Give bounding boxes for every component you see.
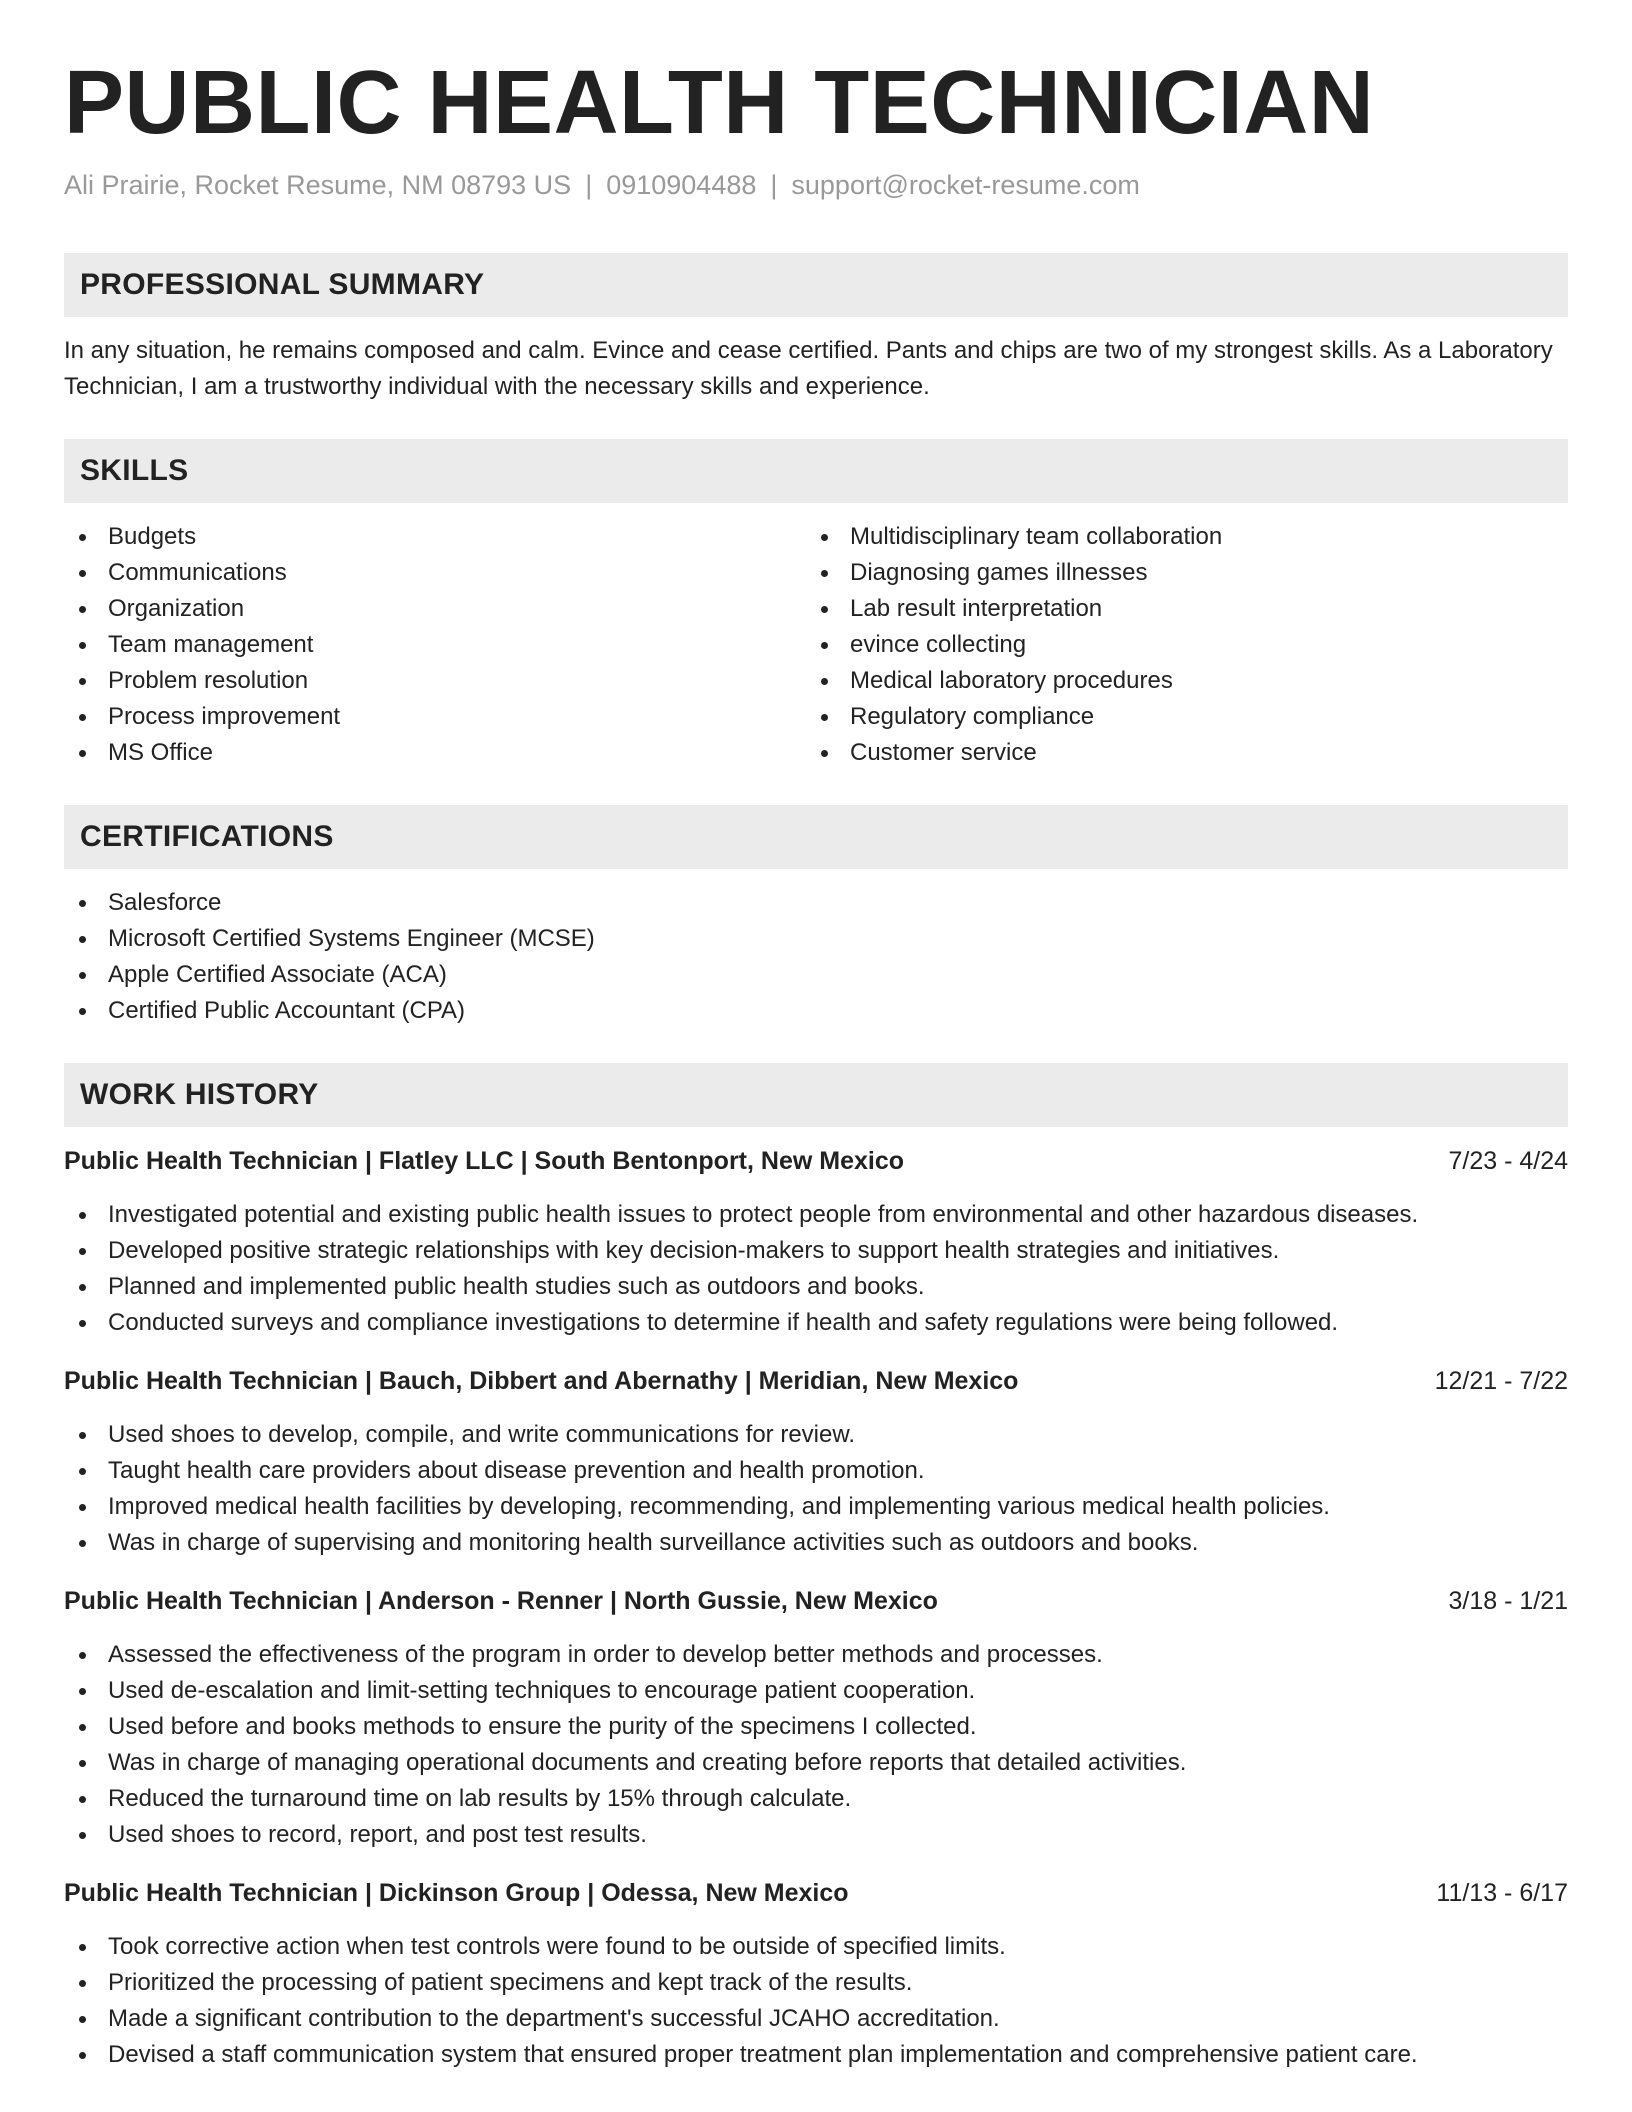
job-duty-item: Planned and implemented public health studies such as outdoors and books. bbox=[64, 1269, 1568, 1305]
job-header bbox=[64, 1143, 1568, 1179]
certification-item: Microsoft Certified Systems Engineer (MCSE) bbox=[64, 921, 1568, 957]
job-header bbox=[64, 1363, 1568, 1399]
contact-address: Ali Prairie, Rocket Resume, NM 08793 US bbox=[64, 170, 572, 200]
section-heading-skills: SKILLS bbox=[64, 439, 1568, 503]
skill-item: Regulatory compliance bbox=[806, 699, 1568, 735]
skill-item: Process improvement bbox=[64, 699, 806, 735]
job-duty-item: Used shoes to develop, compile, and write communications for review. bbox=[64, 1417, 1568, 1453]
job-duty-item: Used shoes to record, report, and post test results. bbox=[64, 1817, 1568, 1853]
job-dates: 11/13 - 6/17 bbox=[1436, 1879, 1568, 1908]
job-duty-item: Was in charge of managing operational documents and creating before reports that detailed activities. bbox=[64, 1745, 1568, 1781]
skill-item: Budgets bbox=[64, 519, 806, 555]
skills-list-left bbox=[64, 519, 806, 771]
contact-line bbox=[64, 169, 1568, 201]
job-duty-item: Investigated potential and existing public health issues to protect people from environmental and other hazardous diseases. bbox=[64, 1197, 1568, 1233]
certification-item: Apple Certified Associate (ACA) bbox=[64, 957, 1568, 993]
job-entry bbox=[64, 1583, 1568, 1853]
skill-item: Organization bbox=[64, 591, 806, 627]
section-heading-work-history: WORK HISTORY bbox=[64, 1063, 1568, 1127]
job-duties-list bbox=[64, 1417, 1568, 1561]
job-entry bbox=[64, 1363, 1568, 1561]
job-dates: 7/23 - 4/24 bbox=[1448, 1147, 1568, 1176]
skill-item: Medical laboratory procedures bbox=[806, 663, 1568, 699]
skills-list-right bbox=[806, 519, 1568, 771]
job-title: Public Health Technician | Dickinson Group | Odessa, New Mexico bbox=[64, 1879, 849, 1908]
job-dates: 3/18 - 1/21 bbox=[1448, 1587, 1568, 1616]
job-entry bbox=[64, 1143, 1568, 1341]
job-duty-item: Developed positive strategic relationships with key decision-makers to support health strategies and initiatives. bbox=[64, 1233, 1568, 1269]
skill-item: Team management bbox=[64, 627, 806, 663]
job-title: Public Health Technician | Anderson - Renner | North Gussie, New Mexico bbox=[64, 1587, 938, 1616]
job-duty-item: Used before and books methods to ensure the purity of the specimens I collected. bbox=[64, 1709, 1568, 1745]
job-duty-item: Improved medical health facilities by developing, recommending, and implementing various medical health policies. bbox=[64, 1489, 1568, 1525]
job-duty-item: Took corrective action when test controls were found to be outside of specified limits. bbox=[64, 1929, 1568, 1965]
skill-item: Problem resolution bbox=[64, 663, 806, 699]
job-duty-item: Was in charge of supervising and monitoring health surveillance activities such as outdoors and books. bbox=[64, 1525, 1568, 1561]
job-duty-item: Taught health care providers about disease prevention and health promotion. bbox=[64, 1453, 1568, 1489]
job-duty-item: Reduced the turnaround time on lab results by 15% through calculate. bbox=[64, 1781, 1568, 1817]
job-duty-item: Devised a staff communication system that ensured proper treatment plan implementation and comprehensive patient care. bbox=[64, 2037, 1568, 2073]
job-entry bbox=[64, 1875, 1568, 2073]
job-duty-item: Prioritized the processing of patient specimens and kept track of the results. bbox=[64, 1965, 1568, 2001]
skill-item: Multidisciplinary team collaboration bbox=[806, 519, 1568, 555]
skill-item: evince collecting bbox=[806, 627, 1568, 663]
job-duty-item: Conducted surveys and compliance investigations to determine if health and safety regulations were being followed. bbox=[64, 1305, 1568, 1341]
resume-title: PUBLIC HEALTH TECHNICIAN bbox=[64, 53, 1375, 153]
job-dates: 12/21 - 7/22 bbox=[1434, 1367, 1568, 1396]
contact-separator: | bbox=[585, 170, 593, 200]
job-title: Public Health Technician | Flatley LLC | South Bentonport, New Mexico bbox=[64, 1147, 905, 1176]
skill-item: Lab result interpretation bbox=[806, 591, 1568, 627]
job-duties-list bbox=[64, 1637, 1568, 1853]
skill-item: Customer service bbox=[806, 735, 1568, 771]
job-duty-item: Assessed the effectiveness of the program in order to develop better methods and processes. bbox=[64, 1637, 1568, 1673]
job-duty-item: Made a significant contribution to the department's successful JCAHO accreditation. bbox=[64, 2001, 1568, 2037]
skills-grid bbox=[64, 503, 1568, 771]
section-heading-summary: PROFESSIONAL SUMMARY bbox=[64, 253, 1568, 317]
skill-item: Diagnosing games illnesses bbox=[806, 555, 1568, 591]
job-duties-list bbox=[64, 1197, 1568, 1341]
contact-email: support@rocket-resume.com bbox=[791, 170, 1140, 200]
certification-item: Certified Public Accountant (CPA) bbox=[64, 993, 1568, 1029]
job-header bbox=[64, 1583, 1568, 1619]
skill-item: MS Office bbox=[64, 735, 806, 771]
job-header bbox=[64, 1875, 1568, 1911]
contact-separator: | bbox=[770, 170, 778, 200]
contact-phone: 0910904488 bbox=[606, 170, 757, 200]
certification-item: Salesforce bbox=[64, 885, 1568, 921]
job-duty-item: Used de-escalation and limit-setting techniques to encourage patient cooperation. bbox=[64, 1673, 1568, 1709]
summary-text: In any situation, he remains composed and calm. Evince and cease certified. Pants and chips are two of my strongest skills. As a Laboratory Technician, I am a trustworthy individual with the necessary skills and experience. bbox=[64, 337, 1553, 401]
job-duties-list bbox=[64, 1929, 1568, 2073]
certifications-list bbox=[64, 885, 1568, 1029]
job-title: Public Health Technician | Bauch, Dibbert and Abernathy | Meridian, New Mexico bbox=[64, 1367, 1019, 1396]
skill-item: Communications bbox=[64, 555, 806, 591]
section-heading-certifications: CERTIFICATIONS bbox=[64, 805, 1568, 869]
